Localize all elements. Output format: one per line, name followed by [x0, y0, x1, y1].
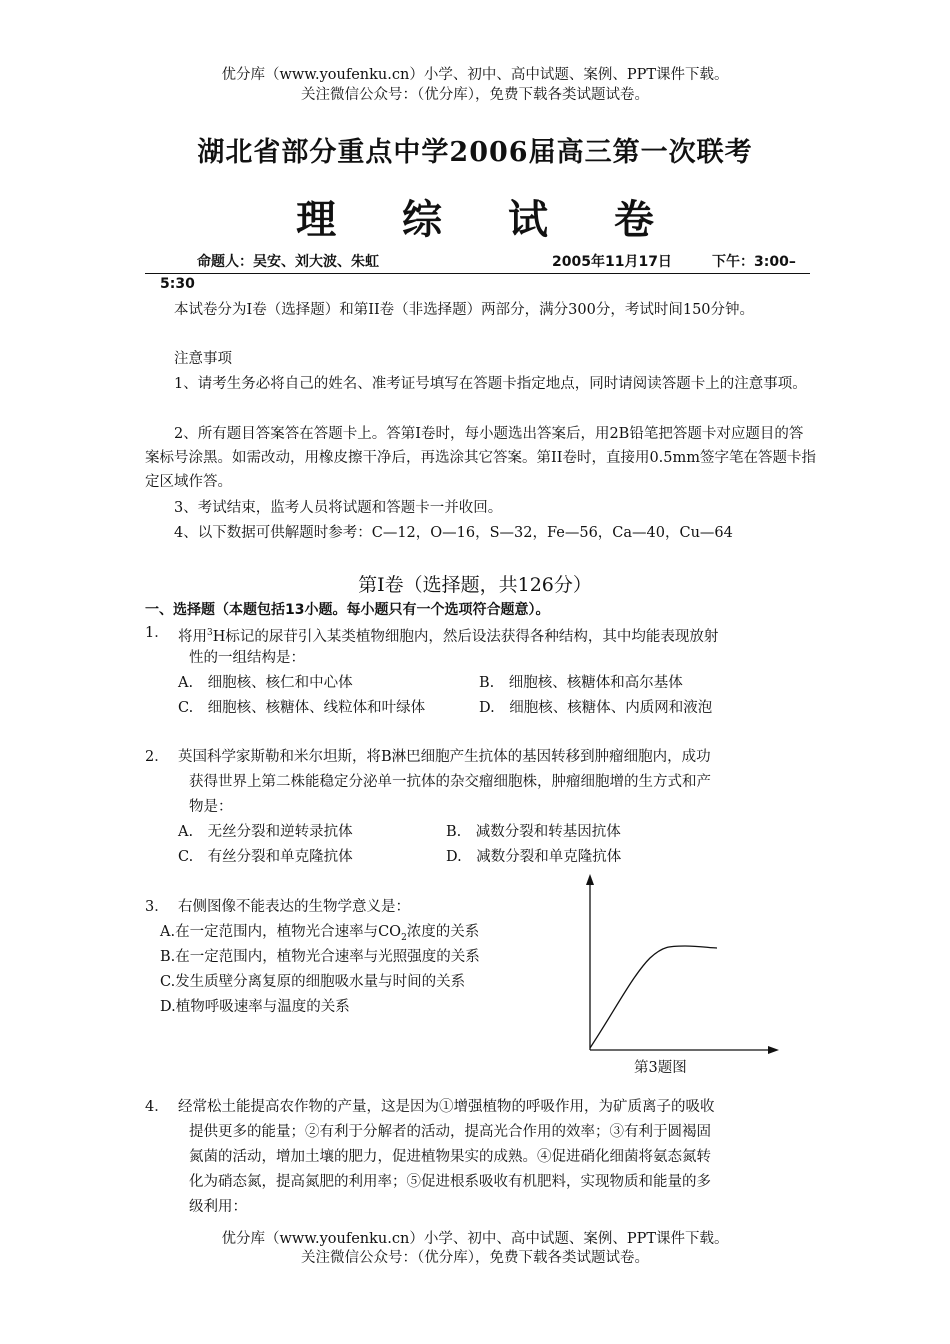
- q3-figure: [575, 870, 785, 1055]
- notice-item-2: 2、所有题目答案答在答题卡上。答第I卷时，每小题选出答案后，用2B铅笔把答题卡对应题目的答案标号涂黑。如需改动，用橡皮擦干净后，再选涂其它答案。第II卷时，直接用0.5mm签字笔在答题卡指定区域作答。: [145, 426, 817, 490]
- q1-stem-line2: 性的一组结构是：: [189, 650, 305, 666]
- notice-title: 注意事项: [174, 351, 232, 367]
- header-line-1: 优分库（www.youfenku.cn）小学、初中、高中试题、案例、PPT课件下载。: [221, 67, 729, 83]
- q3-number: 3．: [145, 899, 169, 915]
- q1-number: 1．: [145, 625, 169, 641]
- q1-option-a: A. 细胞核、核仁和中心体: [178, 675, 353, 691]
- author-line: [145, 252, 810, 274]
- section-title: 第I卷（选择题，共126分）: [358, 574, 592, 596]
- q4-number: 4．: [145, 1099, 169, 1115]
- part-one-heading: 一、选择题（本题包括13小题。每小题只有一个选项符合题意）。: [145, 602, 550, 618]
- q1-stem: 将用$^3$H标记的尿苷引入某类植物细胞内，然后设法获得各种结构，其中均能表现放射: [178, 628, 719, 645]
- notice-item-4: 4、以下数据可供解题时参考：C—12，O—16，S—32，Fe—56，Ca—40，Cu—64: [174, 525, 733, 541]
- q2-option-d: D. 减数分裂和单克隆抗体: [446, 849, 622, 865]
- exam-subtitle: 理 综 试 卷: [296, 196, 680, 243]
- authors: 命题人：吴安、刘大波、朱虹: [197, 254, 379, 270]
- exam-title: 湖北省部分重点中学2006届高三第一次联考: [197, 137, 753, 168]
- q1-option-b: B. 细胞核、核糖体和高尔基体: [479, 675, 683, 691]
- q2-option-b: B. 减数分裂和转基因抗体: [446, 824, 621, 840]
- footer-line-2: 关注微信公众号：（优分库），免费下载各类试题试卷。: [301, 1250, 649, 1266]
- q2-option-c: C. 有丝分裂和单克隆抗体: [178, 849, 353, 865]
- q1-option-c: C. 细胞核、核糖体、线粒体和叶绿体: [178, 700, 426, 716]
- q2-stem-line3: 物是：: [189, 799, 233, 815]
- notice-item-3: 3、考试结束，监考人员将试题和答题卡一并收回。: [174, 500, 503, 516]
- q2-stem-line1: 英国科学家斯勒和米尔坦斯，将B淋巴细胞产生抗体的基因转移到肿瘤细胞内，成功: [178, 749, 711, 765]
- header-line-2: 关注微信公众号：（优分库），免费下载各类试题试卷。: [301, 87, 649, 103]
- q4-line3: 氮菌的活动，增加土壤的肥力，促进植物果实的成熟。④促进硝化细菌将氨态氮转: [189, 1149, 711, 1165]
- notice-item-1: 1、请考生务必将自己的姓名、准考证号填写在答题卡指定地点，同时请阅读答题卡上的注意事项。: [174, 376, 807, 392]
- q2-stem-line2: 获得世界上第二株能稳定分泌单一抗体的杂交瘤细胞株，肿瘤细胞增的生方式和产: [189, 774, 711, 790]
- q4-line4: 化为硝态氮，提高氮肥的利用率；⑤促进根系吸收有机肥料，实现物质和能量的多: [189, 1174, 711, 1190]
- q3-option-c: C.发生质壁分离复原的细胞吸水量与时间的关系: [160, 974, 466, 990]
- intro-text: 本试卷分为I卷（选择题）和第II卷（非选择题）两部分，满分300分，考试时间150分钟。: [174, 302, 755, 318]
- y-axis-arrow: [586, 874, 594, 885]
- q3-option-b: B.在一定范围内，植物光合速率与光照强度的关系: [160, 949, 480, 965]
- x-axis-arrow: [768, 1046, 779, 1054]
- q4-line1: 经常松土能提高农作物的产量，这是因为①增强植物的呼吸作用，为矿质离子的吸收: [178, 1099, 715, 1115]
- q4-line5: 级利用：: [189, 1199, 247, 1215]
- exam-date: 2005年11月17日: [552, 254, 672, 270]
- q4-line2: 提供更多的能量；②有利于分解者的活动，提高光合作用的效率；③有利于圆褐固: [189, 1124, 711, 1140]
- q3-figure-caption: 第3题图: [634, 1060, 687, 1076]
- exam-time: 下午：3:00–: [712, 254, 796, 270]
- q2-number: 2．: [145, 749, 169, 765]
- footer-line-1: 优分库（www.youfenku.cn）小学、初中、高中试题、案例、PPT课件下载。: [221, 1231, 729, 1247]
- saturation-curve: [590, 946, 717, 1048]
- q3-option-d: D.植物呼吸速率与温度的关系: [160, 999, 350, 1015]
- q1-option-d: D. 细胞核、核糖体、内质网和液泡: [479, 700, 713, 716]
- q3-option-a: A.在一定范围内，植物光合速率与$CO_2$浓度的关系: [160, 924, 480, 943]
- q3-stem: 右侧图像不能表达的生物学意义是：: [178, 899, 410, 915]
- exam-time-end: 5:30: [160, 276, 195, 292]
- q2-option-a: A. 无丝分裂和逆转录抗体: [178, 824, 353, 840]
